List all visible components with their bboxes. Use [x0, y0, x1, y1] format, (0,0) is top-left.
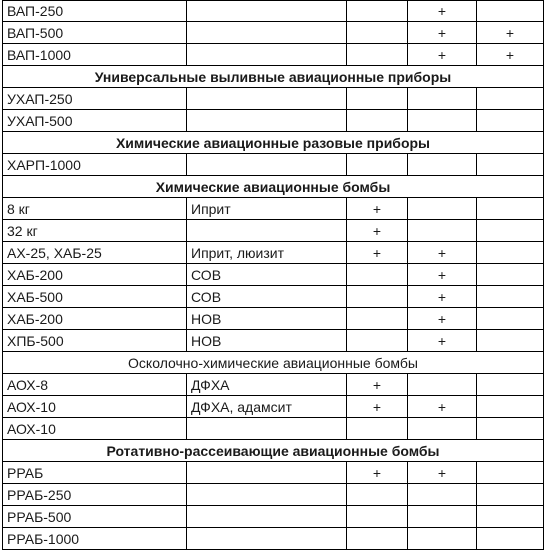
mark-cell [347, 308, 408, 330]
mark-cell [408, 110, 477, 132]
mark-cell [347, 44, 408, 66]
table-row [3, 462, 544, 484]
mark-cell [477, 110, 544, 132]
table-row [3, 1, 544, 22]
mark-cell [347, 418, 408, 440]
agent-cell: ДФХА, адамсит [187, 396, 347, 418]
mark-cell [408, 220, 477, 242]
munition-name-cell: РРАБ-500 [3, 506, 187, 528]
mark-cell: + [408, 44, 477, 66]
mark-cell [347, 286, 408, 308]
agent-cell: СОВ [187, 264, 347, 286]
agent-cell [187, 44, 347, 66]
agent-cell [187, 88, 347, 110]
mark-cell [477, 88, 544, 110]
munition-name-cell: ХАБ-500 [3, 286, 187, 308]
munition-name-cell: АОХ-10 [3, 396, 187, 418]
agent-cell: Иприт [187, 198, 347, 220]
mark-cell: + [408, 330, 477, 352]
mark-cell: + [347, 198, 408, 220]
agent-cell [187, 484, 347, 506]
munition-name-cell: РРАБ-1000 [3, 528, 187, 550]
table-row [3, 198, 544, 220]
section-header-row [3, 66, 544, 88]
mark-cell [408, 88, 477, 110]
table-row [3, 506, 544, 528]
mark-cell [477, 506, 544, 528]
munition-name-cell: ХПБ-500 [3, 330, 187, 352]
table-row [3, 418, 544, 440]
mark-cell [347, 264, 408, 286]
section-header-row [3, 440, 544, 462]
mark-cell [408, 374, 477, 396]
munition-name-cell: ХАБ-200 [3, 308, 187, 330]
mark-cell [477, 264, 544, 286]
mark-cell: + [408, 396, 477, 418]
mark-cell: + [408, 286, 477, 308]
mark-cell: + [408, 1, 477, 22]
mark-cell [477, 374, 544, 396]
mark-cell [477, 396, 544, 418]
mark-cell [347, 154, 408, 176]
mark-cell [477, 286, 544, 308]
agent-cell [187, 418, 347, 440]
mark-cell: + [347, 396, 408, 418]
mark-cell: + [408, 264, 477, 286]
agent-cell [187, 462, 347, 484]
mark-cell [408, 198, 477, 220]
munition-name-cell: УХАП-250 [3, 88, 187, 110]
agent-cell: Иприт, люизит [187, 242, 347, 264]
section-header-row [3, 176, 544, 198]
section-title: Ротативно-рассеивающие авиационные бомбы [3, 440, 544, 462]
mark-cell [477, 528, 544, 550]
table-row [3, 154, 544, 176]
mark-cell [408, 154, 477, 176]
mark-cell [477, 330, 544, 352]
mark-cell [347, 484, 408, 506]
mark-cell [347, 1, 408, 22]
section-header-row [3, 352, 544, 374]
mark-cell [477, 198, 544, 220]
mark-cell: + [477, 22, 544, 44]
agent-cell: НОВ [187, 330, 347, 352]
mark-cell: + [408, 462, 477, 484]
section-title: Осколочно-химические авиационные бомбы [3, 352, 544, 374]
mark-cell: + [347, 462, 408, 484]
table-row [3, 484, 544, 506]
section-header-row [3, 132, 544, 154]
section-title: Химические авиационные разовые приборы [3, 132, 544, 154]
mark-cell [408, 484, 477, 506]
munition-name-cell: РРАБ-250 [3, 484, 187, 506]
mark-cell [477, 308, 544, 330]
table-row [3, 88, 544, 110]
mark-cell [347, 88, 408, 110]
mark-cell [477, 220, 544, 242]
section-title: Химические авиационные бомбы [3, 176, 544, 198]
agent-cell: НОВ [187, 308, 347, 330]
mark-cell [347, 528, 408, 550]
mark-cell [477, 154, 544, 176]
table-body [3, 1, 544, 550]
munition-name-cell: АОХ-10 [3, 418, 187, 440]
mark-cell [477, 1, 544, 22]
munition-name-cell: ХАРП-1000 [3, 154, 187, 176]
table-row [3, 374, 544, 396]
table-row [3, 308, 544, 330]
agent-cell [187, 506, 347, 528]
munition-name-cell: ВАП-500 [3, 22, 187, 44]
agent-cell [187, 154, 347, 176]
mark-cell: + [408, 308, 477, 330]
agent-cell [187, 22, 347, 44]
mark-cell [347, 330, 408, 352]
mark-cell [408, 528, 477, 550]
agent-cell: СОВ [187, 286, 347, 308]
mark-cell [408, 506, 477, 528]
munition-name-cell: 32 кг [3, 220, 187, 242]
agent-cell [187, 1, 347, 22]
table-row [3, 396, 544, 418]
mark-cell: + [347, 242, 408, 264]
table-row [3, 220, 544, 242]
agent-cell [187, 528, 347, 550]
mark-cell [477, 242, 544, 264]
mark-cell [477, 418, 544, 440]
table-row [3, 330, 544, 352]
agent-cell: ДФХА [187, 374, 347, 396]
munition-name-cell: ВАП-1000 [3, 44, 187, 66]
table-row [3, 110, 544, 132]
mark-cell [408, 418, 477, 440]
munition-name-cell: АХ-25, ХАБ-25 [3, 242, 187, 264]
munition-name-cell: ХАБ-200 [3, 264, 187, 286]
munitions-table [2, 0, 544, 550]
mark-cell: + [347, 374, 408, 396]
table-row [3, 528, 544, 550]
table-row [3, 264, 544, 286]
mark-cell: + [408, 242, 477, 264]
munition-name-cell: УХАП-500 [3, 110, 187, 132]
munition-name-cell: РРАБ [3, 462, 187, 484]
munition-name-cell: АОХ-8 [3, 374, 187, 396]
table-row [3, 286, 544, 308]
mark-cell [347, 110, 408, 132]
mark-cell: + [408, 22, 477, 44]
mark-cell [347, 22, 408, 44]
mark-cell: + [347, 220, 408, 242]
section-title: Универсальные выливные авиационные приборы [3, 66, 544, 88]
agent-cell [187, 220, 347, 242]
mark-cell [347, 506, 408, 528]
munition-name-cell: 8 кг [3, 198, 187, 220]
munition-name-cell: ВАП-250 [3, 1, 187, 22]
mark-cell: + [477, 44, 544, 66]
table-row [3, 44, 544, 66]
agent-cell [187, 110, 347, 132]
mark-cell [477, 462, 544, 484]
mark-cell [477, 484, 544, 506]
table-row [3, 22, 544, 44]
table-row [3, 242, 544, 264]
